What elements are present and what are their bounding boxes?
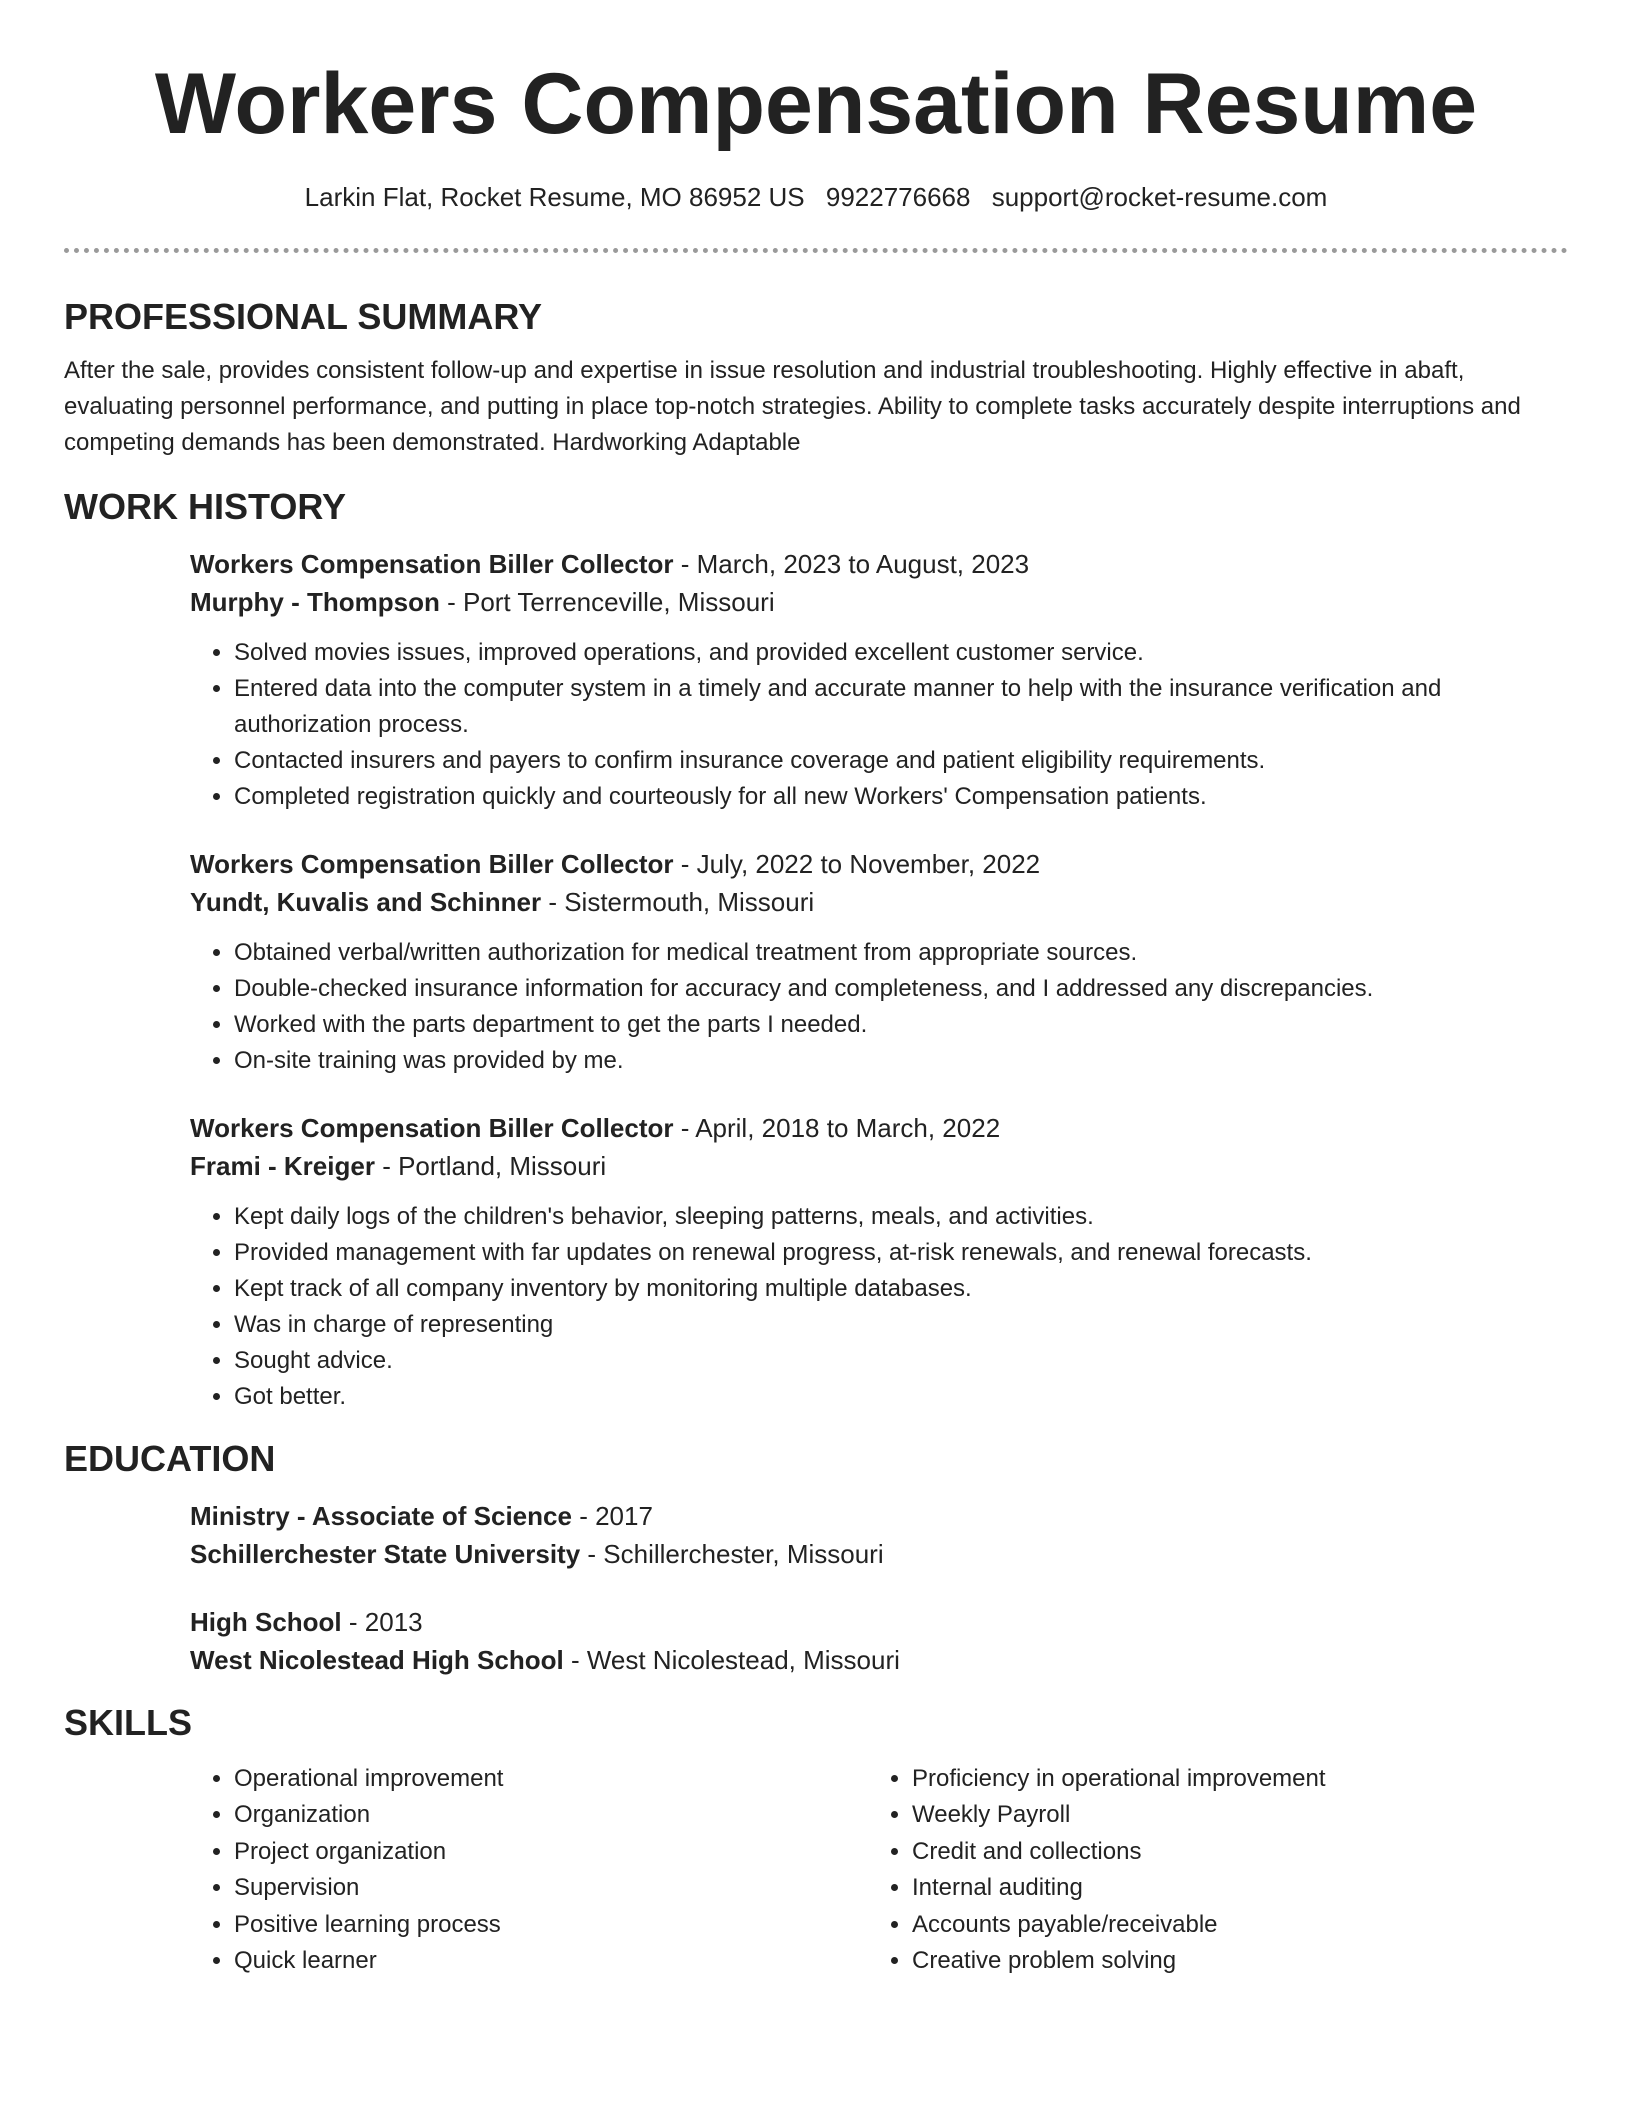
school-location: - West Nicolestead, Missouri bbox=[570, 1645, 900, 1675]
skill-item: • Accounts payable/receivable bbox=[912, 1907, 1546, 1943]
school-name: Schillerchester State University bbox=[190, 1539, 581, 1569]
job-location: - Portland, Missouri bbox=[382, 1151, 607, 1181]
skills-section bbox=[64, 1701, 1568, 1979]
education-section bbox=[64, 1437, 1568, 1679]
skill-item: • Proficiency in operational improvement bbox=[912, 1761, 1546, 1797]
skill-item: • Organization bbox=[234, 1797, 868, 1833]
job-company-line bbox=[190, 1147, 1568, 1185]
job-dates: - April, 2018 to March, 2022 bbox=[680, 1113, 1001, 1143]
job-bullets bbox=[190, 935, 1568, 1079]
skills-grid bbox=[190, 1761, 1568, 1979]
school-name: West Nicolestead High School bbox=[190, 1645, 564, 1675]
degree-line bbox=[190, 1497, 1568, 1535]
school-line bbox=[190, 1641, 1568, 1679]
job-bullets bbox=[190, 635, 1568, 815]
school-location: - Schillerchester, Missouri bbox=[587, 1539, 884, 1569]
skill-item: • Project organization bbox=[234, 1834, 868, 1870]
job-bullets bbox=[190, 1199, 1568, 1415]
job-bullet: • Was in charge of representing bbox=[234, 1307, 1568, 1343]
skill-item: • Creative problem solving bbox=[912, 1943, 1546, 1979]
job-bullet: • Provided management with far updates on renewal progress, at-risk renewals, and renewal forecasts. bbox=[234, 1235, 1568, 1271]
job-title-line bbox=[190, 545, 1568, 583]
job-bullet: • Entered data into the computer system in a timely and accurate manner to help with the insurance verification and authorization process. bbox=[234, 671, 1568, 743]
skills-list-left bbox=[190, 1761, 868, 1979]
education-entry bbox=[190, 1603, 1568, 1679]
skill-item: • Credit and collections bbox=[912, 1834, 1546, 1870]
skills-heading: SKILLS bbox=[64, 1702, 193, 1743]
job-bullet: • On-site training was provided by me. bbox=[234, 1043, 1568, 1079]
contact-line bbox=[64, 180, 1568, 214]
job-bullet: • Sought advice. bbox=[234, 1343, 1568, 1379]
degree-name: Ministry - Associate of Science bbox=[190, 1501, 572, 1531]
job-position: Workers Compensation Biller Collector bbox=[190, 1113, 674, 1143]
summary-text: After the sale, provides consistent follow-up and expertise in issue resolution and industrial troubleshooting. Highly effective in abaft, evaluating personnel performance, and putting in place top-notch strategies. Ability to complete tasks accurately despite interruptions and competing demands has been demonstrated. Hardworking Adaptable bbox=[64, 357, 1521, 456]
resume-page bbox=[64, 0, 1568, 1979]
work-heading: WORK HISTORY bbox=[64, 486, 347, 527]
summary-section bbox=[64, 295, 1568, 461]
job-company: Yundt, Kuvalis and Schinner bbox=[190, 887, 542, 917]
job-entry bbox=[190, 1109, 1568, 1415]
contact-email: support@rocket-resume.com bbox=[991, 182, 1328, 212]
skills-column-right bbox=[868, 1761, 1546, 1979]
job-title-line bbox=[190, 845, 1568, 883]
contact-address: Larkin Flat, Rocket Resume, MO 86952 US bbox=[304, 182, 805, 212]
job-company: Frami - Kreiger bbox=[190, 1151, 375, 1181]
skill-item: • Operational improvement bbox=[234, 1761, 868, 1797]
skill-item: • Weekly Payroll bbox=[912, 1797, 1546, 1833]
education-heading: EDUCATION bbox=[64, 1438, 276, 1479]
job-position: Workers Compensation Biller Collector bbox=[190, 849, 674, 879]
job-company-line bbox=[190, 583, 1568, 621]
job-location: - Port Terrenceville, Missouri bbox=[447, 587, 775, 617]
header-divider bbox=[64, 248, 1568, 253]
resume-title: Workers Compensation Resume bbox=[154, 56, 1478, 152]
school-line bbox=[190, 1535, 1568, 1573]
skill-item: • Internal auditing bbox=[912, 1870, 1546, 1906]
job-bullet: • Got better. bbox=[234, 1379, 1568, 1415]
job-bullet: • Kept track of all company inventory by monitoring multiple databases. bbox=[234, 1271, 1568, 1307]
job-company: Murphy - Thompson bbox=[190, 587, 440, 617]
education-entry bbox=[190, 1497, 1568, 1573]
degree-year: - 2013 bbox=[348, 1607, 423, 1637]
job-bullet: • Completed registration quickly and courteously for all new Workers' Compensation patients. bbox=[234, 779, 1568, 815]
job-bullet: • Contacted insurers and payers to confirm insurance coverage and patient eligibility requirements. bbox=[234, 743, 1568, 779]
job-bullet: • Double-checked insurance information for accuracy and completeness, and I addressed any discrepancies. bbox=[234, 971, 1568, 1007]
job-entry bbox=[190, 845, 1568, 1079]
skill-item: • Supervision bbox=[234, 1870, 868, 1906]
job-location: - Sistermouth, Missouri bbox=[548, 887, 815, 917]
skills-list-right bbox=[868, 1761, 1546, 1979]
summary-heading: PROFESSIONAL SUMMARY bbox=[64, 296, 543, 337]
job-company-line bbox=[190, 883, 1568, 921]
degree-name: High School bbox=[190, 1607, 342, 1637]
job-bullet: • Kept daily logs of the children's behavior, sleeping patterns, meals, and activities. bbox=[234, 1199, 1568, 1235]
job-bullet: • Obtained verbal/written authorization for medical treatment from appropriate sources. bbox=[234, 935, 1568, 971]
job-position: Workers Compensation Biller Collector bbox=[190, 549, 674, 579]
work-section bbox=[64, 485, 1568, 1415]
job-bullet: • Solved movies issues, improved operations, and provided excellent customer service. bbox=[234, 635, 1568, 671]
job-entry bbox=[190, 545, 1568, 815]
skills-column-left bbox=[190, 1761, 868, 1979]
job-dates: - March, 2023 to August, 2023 bbox=[680, 549, 1030, 579]
degree-year: - 2017 bbox=[579, 1501, 653, 1531]
skill-item: • Positive learning process bbox=[234, 1907, 868, 1943]
skill-item: • Quick learner bbox=[234, 1943, 868, 1979]
contact-phone: 9922776668 bbox=[825, 182, 971, 212]
job-title-line bbox=[190, 1109, 1568, 1147]
job-bullet: • Worked with the parts department to get the parts I needed. bbox=[234, 1007, 1568, 1043]
job-dates: - July, 2022 to November, 2022 bbox=[680, 849, 1041, 879]
degree-line bbox=[190, 1603, 1568, 1641]
